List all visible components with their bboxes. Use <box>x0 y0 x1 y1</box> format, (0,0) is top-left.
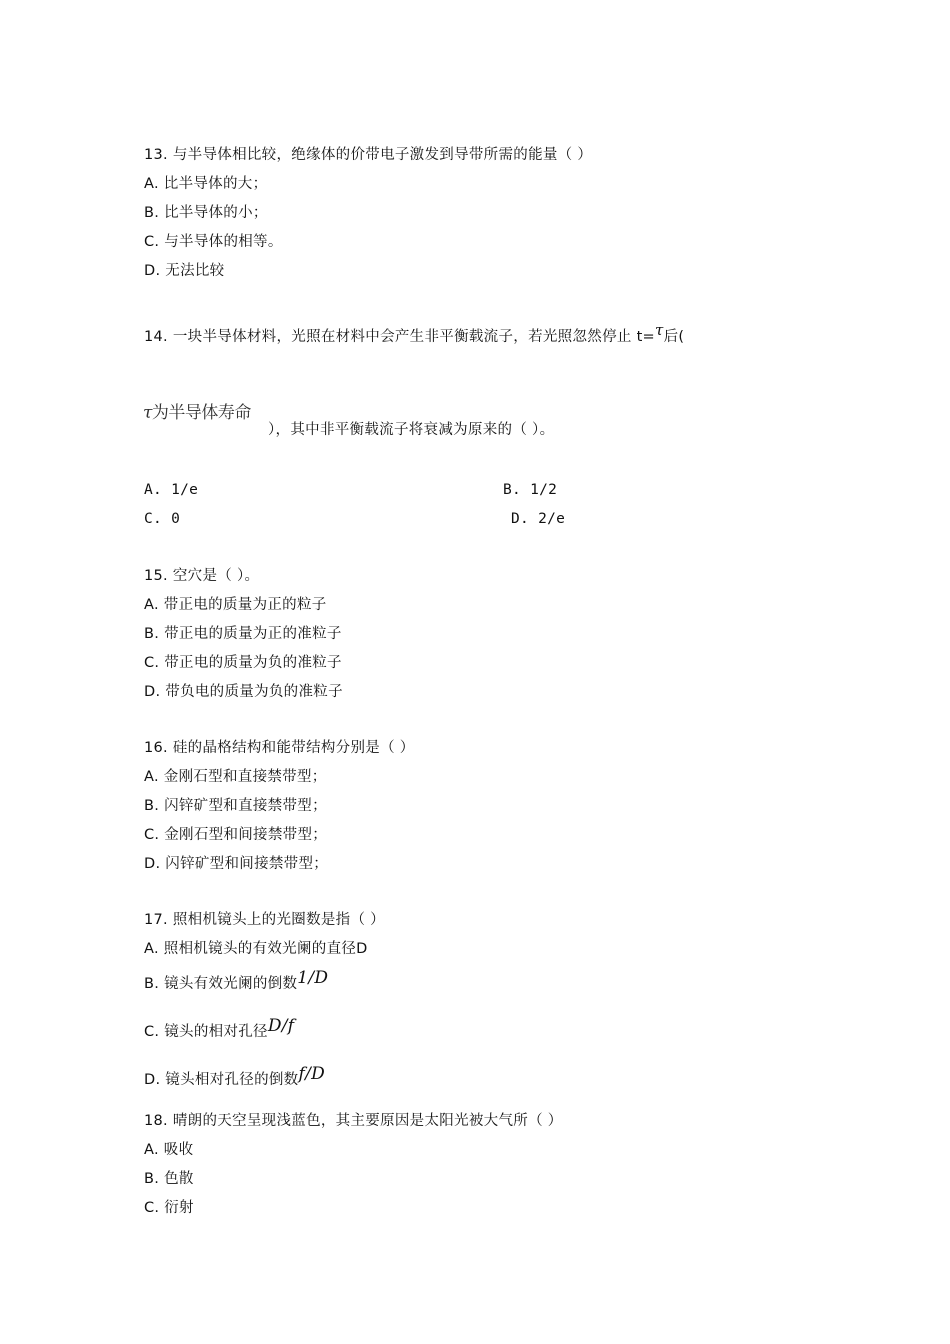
q14-stem-end: ），其中非平衡载流子将衰减为原来的（ ）。 <box>268 422 555 438</box>
q17-option-d <box>144 1064 326 1090</box>
q17-option-d-text: D. 镜头相对孔径的倒数 <box>144 1072 299 1088</box>
q14-option-d: D. 2/e <box>511 511 566 527</box>
q18-option-b: B. 色散 <box>144 1171 194 1187</box>
q13-stem: 13. 与半导体相比较，绝缘体的价带电子激发到导带所需的能量（ ） <box>144 147 593 163</box>
q17-stem: 17. 照相机镜头上的光圈数是指（ ） <box>144 912 385 928</box>
q17-option-b-math: 1/D <box>297 968 329 988</box>
q14-option-a: A. 1/e <box>144 482 199 498</box>
q13-option-a: A. 比半导体的大； <box>144 176 268 192</box>
q15-option-b: B. 带正电的质量为正的准粒子 <box>144 626 342 642</box>
q18-option-c: C. 衍射 <box>144 1200 194 1216</box>
q14-img-text: 为半导体寿命 <box>151 403 251 423</box>
q14-img-tau: τ <box>143 403 152 423</box>
q14-stem-after: 后( <box>663 329 685 345</box>
q13-option-d: D. 无法比较 <box>144 263 225 279</box>
q18-option-a: A. 吸收 <box>144 1142 194 1158</box>
q17-option-b <box>144 968 329 994</box>
q17-option-d-math: f/D <box>298 1064 326 1084</box>
q16-stem: 16. 硅的晶格结构和能带结构分别是（ ） <box>144 740 415 756</box>
q14-stem <box>144 321 685 347</box>
q17-option-b-text: B. 镜头有效光阑的倒数 <box>144 976 298 992</box>
q17-option-c-math: D/f <box>267 1016 295 1036</box>
q17-option-c <box>144 1016 295 1042</box>
q16-option-d: D. 闪锌矿型和间接禁带型； <box>144 856 329 872</box>
q13-option-b: B. 比半导体的小； <box>144 205 268 221</box>
q17-option-a: A. 照相机镜头的有效光阑的直径D <box>144 941 368 957</box>
q18-stem: 18. 晴朗的天空呈现浅蓝色，其主要原因是太阳光被大气所（ ） <box>144 1113 563 1129</box>
q14-tau-symbol: τ <box>655 321 664 339</box>
q17-option-c-text: C. 镜头的相对孔径 <box>144 1024 268 1040</box>
q15-stem: 15. 空穴是（ ）。 <box>144 568 260 584</box>
q15-option-c: C. 带正电的质量为负的准粒子 <box>144 655 342 671</box>
q14-stem-start: 14. 一块半导体材料，光照在材料中会产生非平衡载流子，若光照忽然停止 t= <box>144 329 656 345</box>
q14-option-b: B. 1/2 <box>503 482 558 498</box>
q16-option-b: B. 闪锌矿型和直接禁带型； <box>144 798 327 814</box>
q15-option-d: D. 带负电的质量为负的准粒子 <box>144 684 343 700</box>
q14-option-c: C. 0 <box>144 511 181 527</box>
q15-option-a: A. 带正电的质量为正的粒子 <box>144 597 327 613</box>
q16-option-a: A. 金刚石型和直接禁带型； <box>144 769 327 785</box>
q13-option-c: C. 与半导体的相等。 <box>144 234 283 250</box>
q14-tau-image <box>143 398 251 423</box>
q16-option-c: C. 金刚石型和间接禁带型； <box>144 827 328 843</box>
